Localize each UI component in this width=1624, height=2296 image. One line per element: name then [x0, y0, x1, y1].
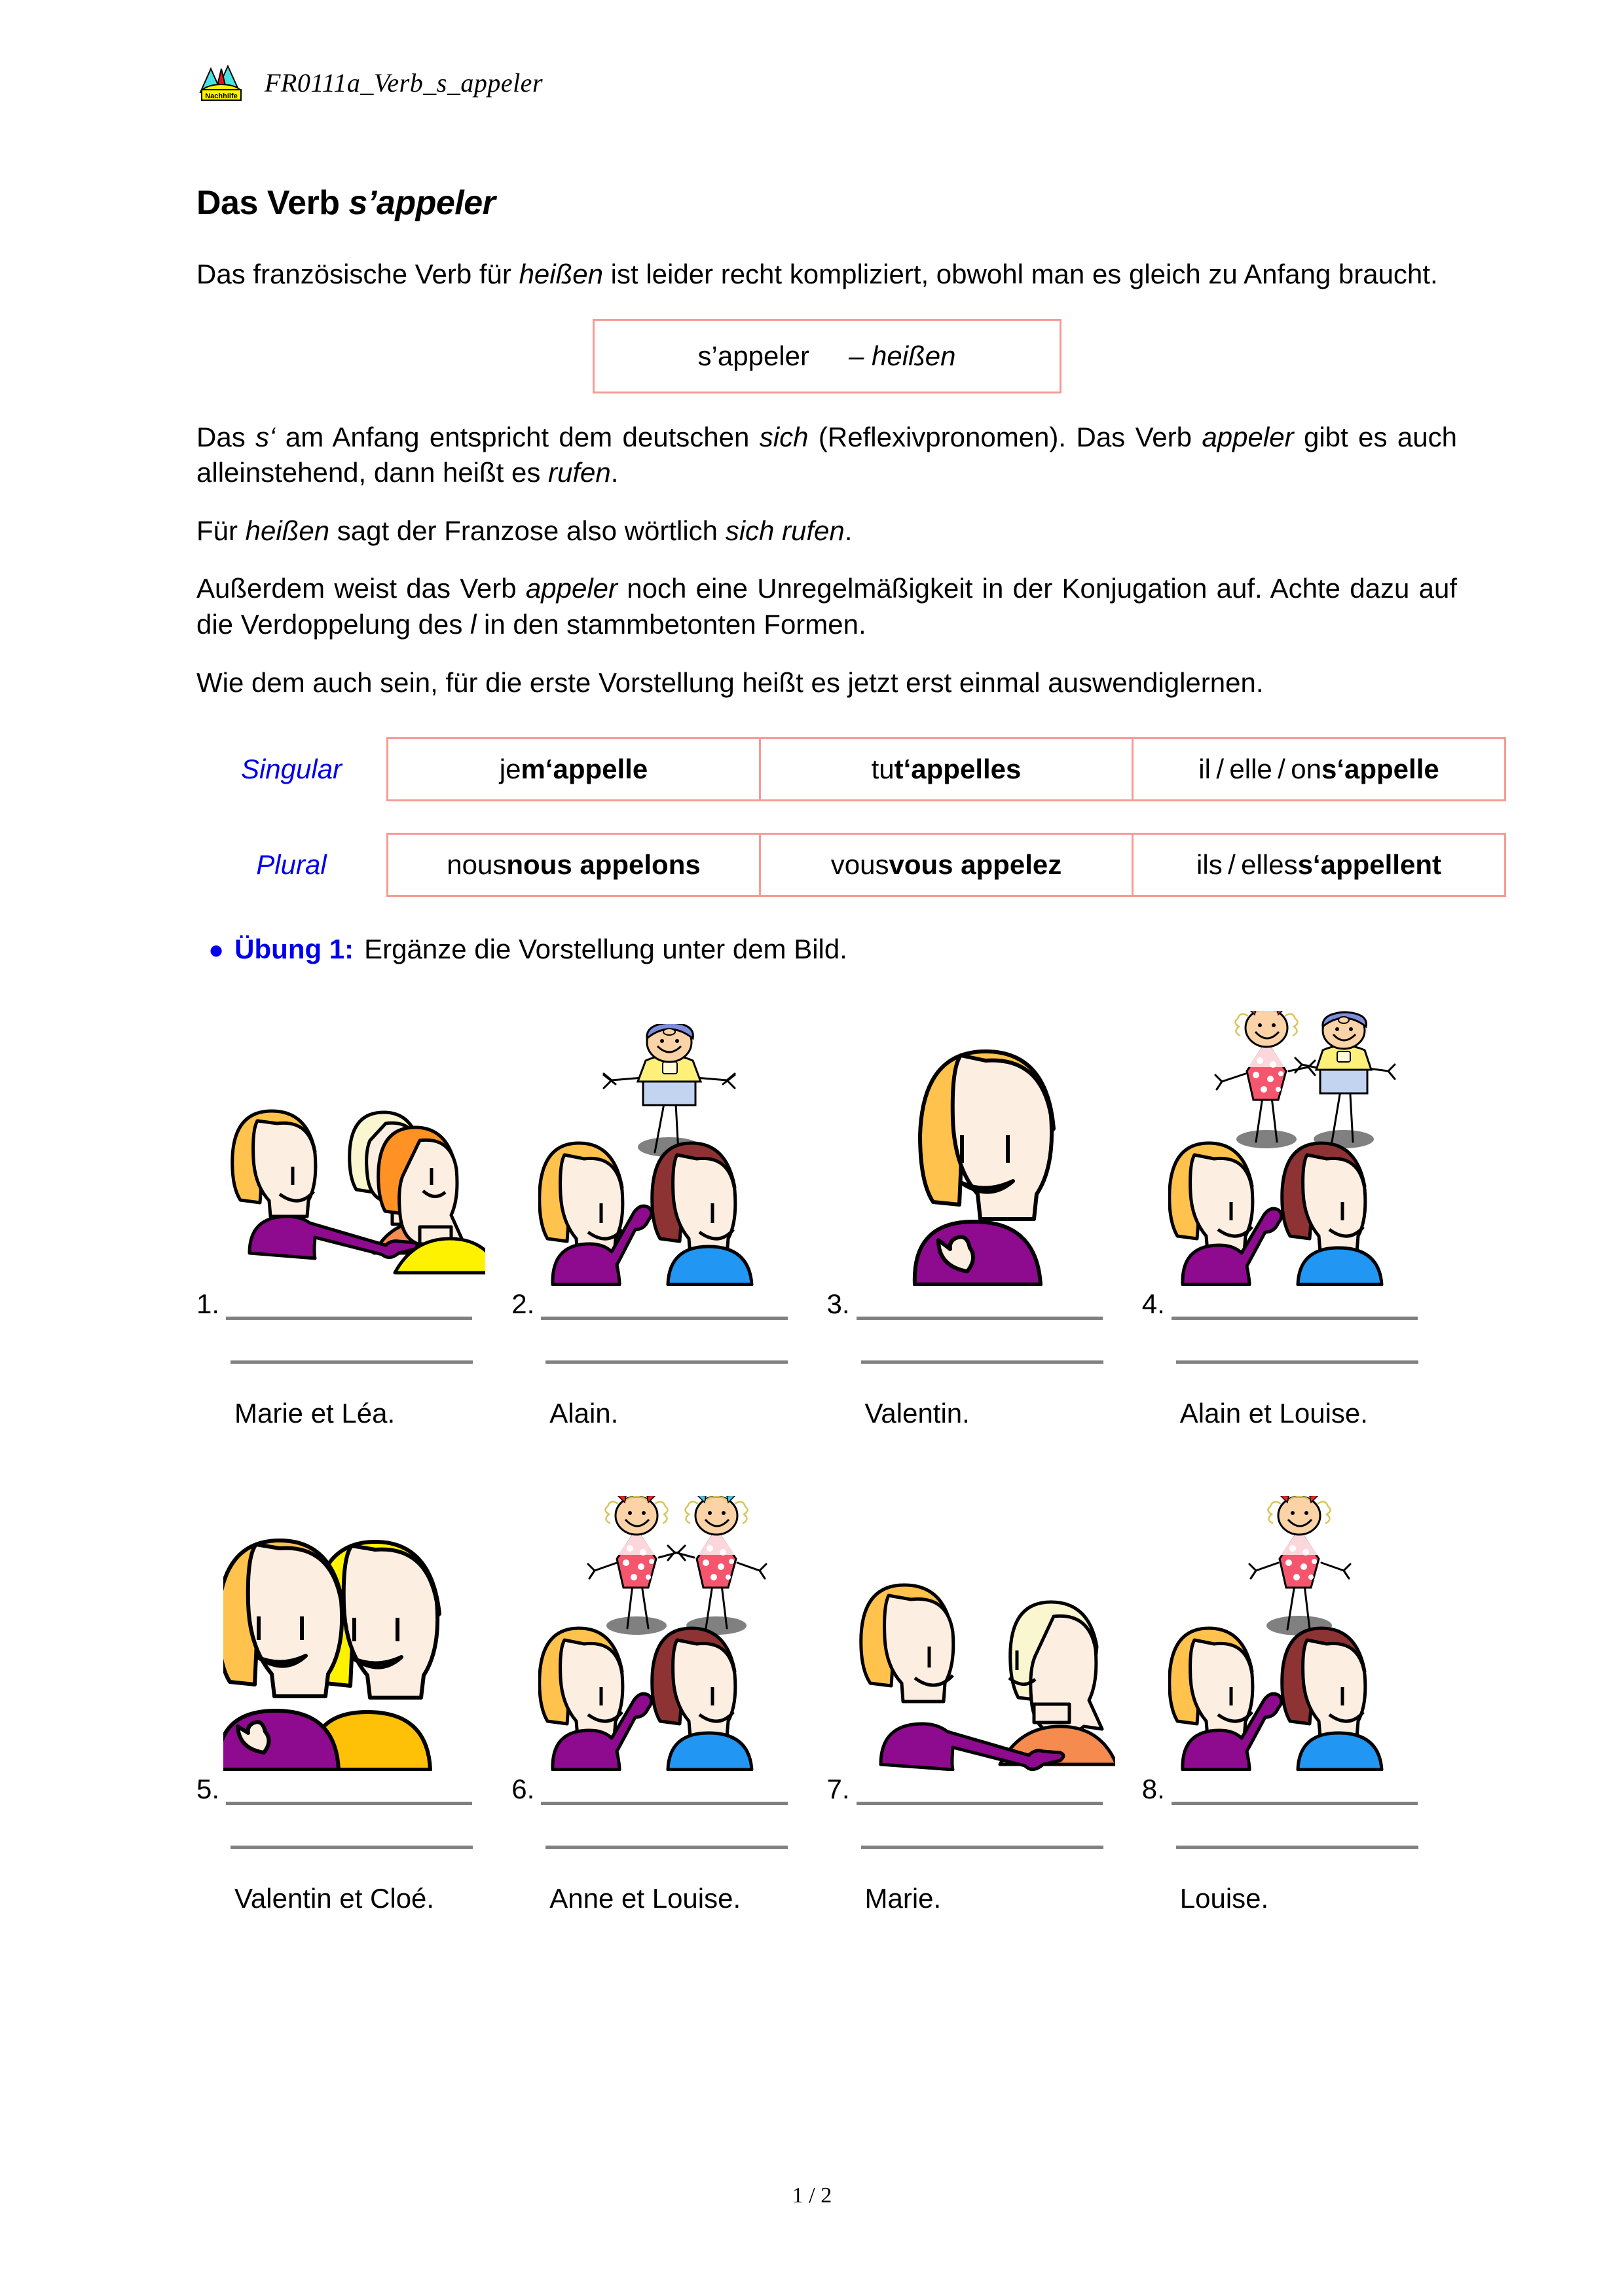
- exercise-item: [511, 1463, 826, 1914]
- answer-line[interactable]: [541, 1317, 787, 1320]
- explanation-paragraph-1: Das s‘ am Anfang entspricht dem deutschen sich (Reflexivpronomen). Das Verb appeler gibt es auch alleinstehend, dann heißt es rufen.: [196, 421, 1457, 488]
- illustration-single-self: [827, 978, 1142, 1286]
- exercise-item: [196, 978, 511, 1429]
- item-number: 8.: [1141, 1774, 1165, 1805]
- exercise-heading: [208, 934, 1457, 965]
- item-number: 5.: [196, 1774, 220, 1805]
- exercise-item: [827, 978, 1142, 1429]
- page-footer: 1 / 2: [792, 2183, 832, 2208]
- exercise-item: [827, 1463, 1142, 1914]
- item-name: Valentin.: [864, 1398, 970, 1429]
- page-header: [196, 62, 543, 103]
- explanation-paragraph-4: Wie dem auch sein, für die erste Vorstellung heißt es jetzt erst einmal auswendiglernen.: [196, 666, 1264, 698]
- nachhilfe-logo-icon: [196, 62, 248, 103]
- answer-line[interactable]: [226, 1317, 472, 1320]
- answer-block: [511, 1288, 826, 1429]
- svg-text:Nachhilfe: Nachhilfe: [205, 92, 238, 100]
- item-name: Alain et Louise.: [1179, 1398, 1368, 1429]
- verb-definition-box-wrapper: [196, 319, 1457, 393]
- item-name: Alain.: [549, 1398, 619, 1429]
- singular-label: Singular: [240, 754, 342, 785]
- explanation-paragraph-2: Für heißen sagt der Franzose also wörtlich sich rufen.: [196, 515, 853, 546]
- illustration-doodle-girl-boy-two: [1142, 978, 1457, 1286]
- plural-table: [386, 833, 1506, 897]
- table-cell: vous vous appelez: [759, 833, 1134, 897]
- item-name: Valentin et Cloé.: [234, 1883, 435, 1914]
- page-title: [196, 183, 1457, 223]
- answer-line[interactable]: [857, 1802, 1103, 1805]
- answer-line[interactable]: [231, 1360, 473, 1364]
- singular-table: [386, 737, 1506, 801]
- bullet-icon: ●: [208, 936, 225, 965]
- table-cell: il / elle / on s‘appelle: [1132, 737, 1506, 801]
- answer-line[interactable]: [1172, 1317, 1418, 1320]
- plural-label: Plural: [256, 849, 327, 881]
- item-name: Marie.: [864, 1883, 942, 1914]
- answer-block: [827, 1774, 1142, 1914]
- answer-line[interactable]: [231, 1846, 473, 1849]
- verb-definition-box: [593, 319, 1061, 393]
- item-number: 1.: [196, 1288, 220, 1320]
- answer-block: [511, 1774, 826, 1914]
- conjugation-plural-row: [196, 833, 1457, 897]
- intro-paragraph: Das französische Verb für heißen ist leider recht kompliziert, obwohl man es gleich zu Anfang braucht.: [196, 259, 1438, 289]
- illustration-doodle-two-girls-two: [511, 1463, 826, 1771]
- item-number: 4.: [1141, 1288, 1165, 1320]
- illustration-point-one: [827, 1463, 1142, 1771]
- conjugation-singular-row: [196, 737, 1457, 801]
- answer-block: [196, 1774, 511, 1914]
- illustration-doodle-girl-two: [1142, 1463, 1457, 1771]
- table-cell: ils / elles s‘appellent: [1132, 833, 1506, 897]
- document-title: FR0111a_Verb_s_appeler: [265, 67, 544, 98]
- exercise-instruction: Ergänze die Vorstellung unter dem Bild.: [364, 934, 847, 965]
- verb-french: s’appeler: [697, 340, 809, 371]
- title-italic: s’appeler: [348, 184, 496, 222]
- item-number: 7.: [826, 1774, 850, 1805]
- table-cell: nous nous appelons: [386, 833, 761, 897]
- exercise-item: [1142, 978, 1457, 1429]
- table-cell: je m‘appelle: [386, 737, 761, 801]
- answer-line[interactable]: [541, 1802, 787, 1805]
- table-cell: tu t‘appelles: [759, 737, 1134, 801]
- answer-line[interactable]: [226, 1802, 472, 1805]
- verb-german: – heißen: [849, 340, 956, 371]
- answer-block: [827, 1288, 1142, 1429]
- exercise-item: [511, 978, 826, 1429]
- answer-line[interactable]: [545, 1846, 788, 1849]
- exercise-item: [1142, 1463, 1457, 1914]
- answer-block: [1142, 1288, 1457, 1429]
- item-number: 3.: [826, 1288, 850, 1320]
- answer-line[interactable]: [1176, 1846, 1418, 1849]
- exercise-item: [196, 1463, 511, 1914]
- item-number: 6.: [511, 1774, 535, 1805]
- item-name: Louise.: [1179, 1883, 1269, 1914]
- exercise-grid-row-1: [196, 978, 1457, 1429]
- title-plain: Das Verb: [196, 184, 349, 222]
- answer-line[interactable]: [1176, 1360, 1418, 1364]
- exercise-grid-row-2: [196, 1463, 1457, 1914]
- item-name: Anne et Louise.: [549, 1883, 741, 1914]
- item-number: 2.: [511, 1288, 535, 1320]
- answer-block: [1142, 1774, 1457, 1914]
- exercise-label: Übung 1:: [234, 934, 354, 965]
- answer-line[interactable]: [861, 1360, 1103, 1364]
- answer-line[interactable]: [545, 1360, 788, 1364]
- illustration-point-two: [196, 978, 511, 1286]
- answer-line[interactable]: [857, 1317, 1103, 1320]
- explanation-paragraph-3: Außerdem weist das Verb appeler noch eine Unregelmäßigkeit in der Konjugation auf. Achte dazu auf die Verdoppelung des l in den stammbetonten Formen.: [196, 573, 1457, 640]
- item-name: Marie et Léa.: [234, 1398, 396, 1429]
- illustration-doodle-boy-two: [511, 978, 826, 1286]
- answer-line[interactable]: [1172, 1802, 1418, 1805]
- answer-block: [196, 1288, 511, 1429]
- illustration-pair-self: [196, 1463, 511, 1771]
- answer-line[interactable]: [861, 1846, 1103, 1849]
